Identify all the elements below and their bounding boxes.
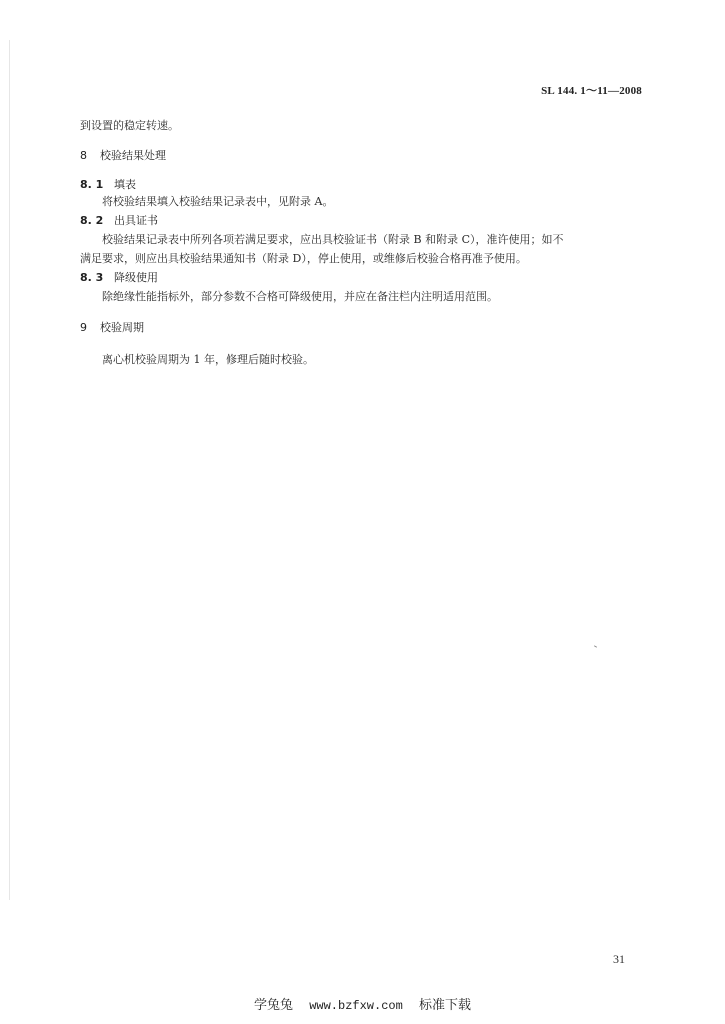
footer-slogan: 标准下载 xyxy=(418,998,471,1013)
section-8-1-heading xyxy=(80,178,136,192)
scan-edge-line xyxy=(9,40,10,900)
section-8-1-title: 填表 xyxy=(114,178,136,191)
section-8-1-text: 将校验结果填入校验结果记录表中，见附录 A。 xyxy=(102,195,334,208)
section-9-number: 9 xyxy=(80,321,87,334)
footer xyxy=(0,994,725,1013)
section-8-2-line-1: 校验结果记录表中所列各项若满足要求，应出具校验证书（附录 B 和附录 C），准许使用；如不 xyxy=(102,233,564,246)
section-8-1-number: 8. 1 xyxy=(80,178,104,191)
section-9-heading xyxy=(80,321,144,335)
section-8-2-title: 出具证书 xyxy=(114,214,158,227)
section-8-2-line-2: 满足要求，则应出具校验结果通知书（附录 D），停止使用，或维修后校验合格再准予使用。 xyxy=(80,252,527,265)
section-8-3-number: 8. 3 xyxy=(80,271,104,284)
page-number: 31 xyxy=(613,952,625,966)
footer-site-name: 学兔兔 xyxy=(254,998,294,1013)
section-8-heading xyxy=(80,149,166,163)
scan-speck xyxy=(594,645,597,647)
section-9-title: 校验周期 xyxy=(100,321,144,334)
section-8-3-heading xyxy=(80,271,158,285)
section-8-title: 校验结果处理 xyxy=(100,149,166,162)
section-8-number: 8 xyxy=(80,149,87,162)
section-8-2-heading xyxy=(80,214,158,228)
section-8-3-text: 除绝缘性能指标外，部分参数不合格可降级使用，并应在备注栏内注明适用范围。 xyxy=(102,290,498,303)
document-code: SL 144. 1～11—2008 xyxy=(541,85,642,97)
section-8-3-title: 降级使用 xyxy=(114,271,158,284)
section-8-2-number: 8. 2 xyxy=(80,214,104,227)
continuation-text: 到设置的稳定转速。 xyxy=(80,119,179,132)
section-9-text: 离心机校验周期为 1 年，修理后随时校验。 xyxy=(102,353,314,366)
footer-url[interactable]: www.bzfxw.com xyxy=(309,999,403,1013)
